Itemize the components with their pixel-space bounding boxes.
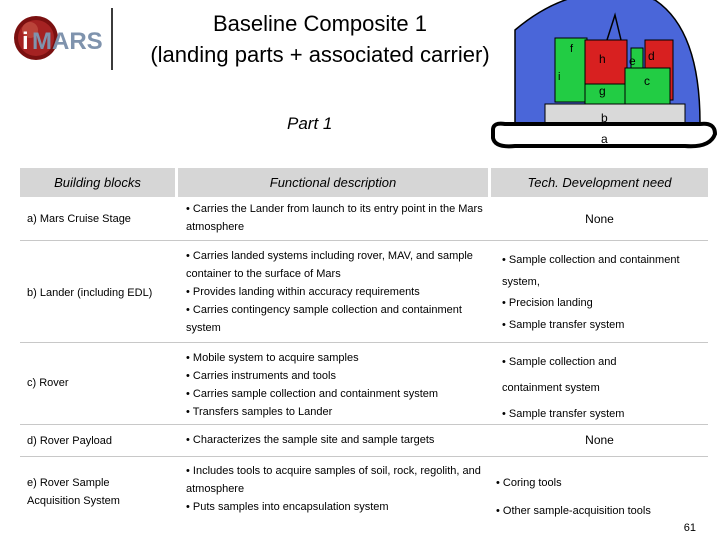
title-line-1: Baseline Composite 1 — [212, 11, 427, 36]
desc-line: • Carries the Lander from launch to its entry point in the Mars atmosphere — [186, 203, 483, 233]
diagram-label-h: h — [599, 52, 606, 66]
tech-line: • Coring tools — [496, 477, 562, 489]
block-cell: a) Mars Cruise Stage — [27, 213, 131, 225]
page-number: 61 — [683, 522, 696, 534]
desc-line: • Puts samples into encapsulation system — [186, 501, 389, 513]
desc-line: • Transfers samples to Lander — [186, 406, 333, 418]
desc-line: • Characterizes the sample site and sample targets — [186, 434, 435, 446]
header-tech-development: Tech. Development need — [491, 168, 708, 197]
desc-cell — [186, 349, 486, 421]
title-line-2: (landing parts + associated carrier) — [150, 42, 490, 67]
desc-line: • Carries landed systems including rover, MAV, and sample container to the surface of Mars — [186, 250, 473, 280]
svg-text:MARS: MARS — [32, 28, 103, 55]
block-cell: b) Lander (including EDL) — [27, 287, 153, 299]
imars-logo — [8, 4, 108, 72]
svg-text:i: i — [22, 28, 29, 55]
desc-line: • Carries contingency sample collection and containment system — [186, 304, 462, 334]
header-divider — [111, 8, 113, 70]
desc-line: • Mobile system to acquire samples — [186, 352, 359, 364]
desc-cell — [186, 431, 486, 449]
tech-line: • Sample transfer system — [502, 318, 625, 331]
tech-cell — [502, 250, 702, 336]
diagram-label-a: a — [601, 132, 608, 146]
tech-line: • Other sample-acquisition tools — [496, 505, 651, 517]
row-divider — [20, 342, 708, 343]
row-divider — [20, 240, 708, 241]
diagram-label-c: c — [644, 74, 650, 88]
desc-cell — [186, 200, 486, 236]
lander-diagram — [485, 0, 720, 155]
tech-cell: None — [585, 212, 614, 226]
desc-cell — [186, 247, 486, 337]
desc-cell — [186, 462, 486, 516]
desc-line: • Carries sample collection and containment system — [186, 388, 439, 400]
block-cell: c) Rover — [27, 377, 69, 389]
tech-cell — [496, 469, 706, 525]
header-building-blocks: Building blocks — [20, 168, 175, 197]
diagram-label-f: f — [570, 43, 574, 55]
diagram-label-e: e — [629, 54, 636, 68]
tech-cell: None — [585, 433, 614, 447]
diagram-label-d: d — [648, 49, 655, 63]
row-divider — [20, 456, 708, 457]
desc-line: • Includes tools to acquire samples of soil, rock, regolith, and atmosphere — [186, 465, 481, 495]
desc-line: • Provides landing within accuracy requirements — [186, 286, 420, 298]
diagram-label-g: g — [599, 84, 606, 98]
slide-title — [115, 8, 525, 70]
block-cell: e) Rover Sample Acquisition System — [27, 477, 120, 507]
tech-line: • Precision landing — [502, 297, 593, 309]
tech-line: • Sample collection and containment system — [502, 356, 617, 394]
tech-cell — [502, 349, 702, 427]
header-functional-description: Functional description — [178, 168, 488, 197]
tech-line: • Sample collection and containment system, — [502, 254, 680, 288]
tech-line: • Sample transfer system — [502, 408, 625, 420]
part-label: Part 1 — [287, 114, 333, 133]
diagram-label-b: b — [601, 111, 608, 125]
row-divider — [20, 424, 708, 425]
desc-line: • Carries instruments and tools — [186, 370, 336, 382]
block-cell: d) Rover Payload — [27, 435, 112, 447]
diagram-label-i: i — [558, 71, 561, 83]
